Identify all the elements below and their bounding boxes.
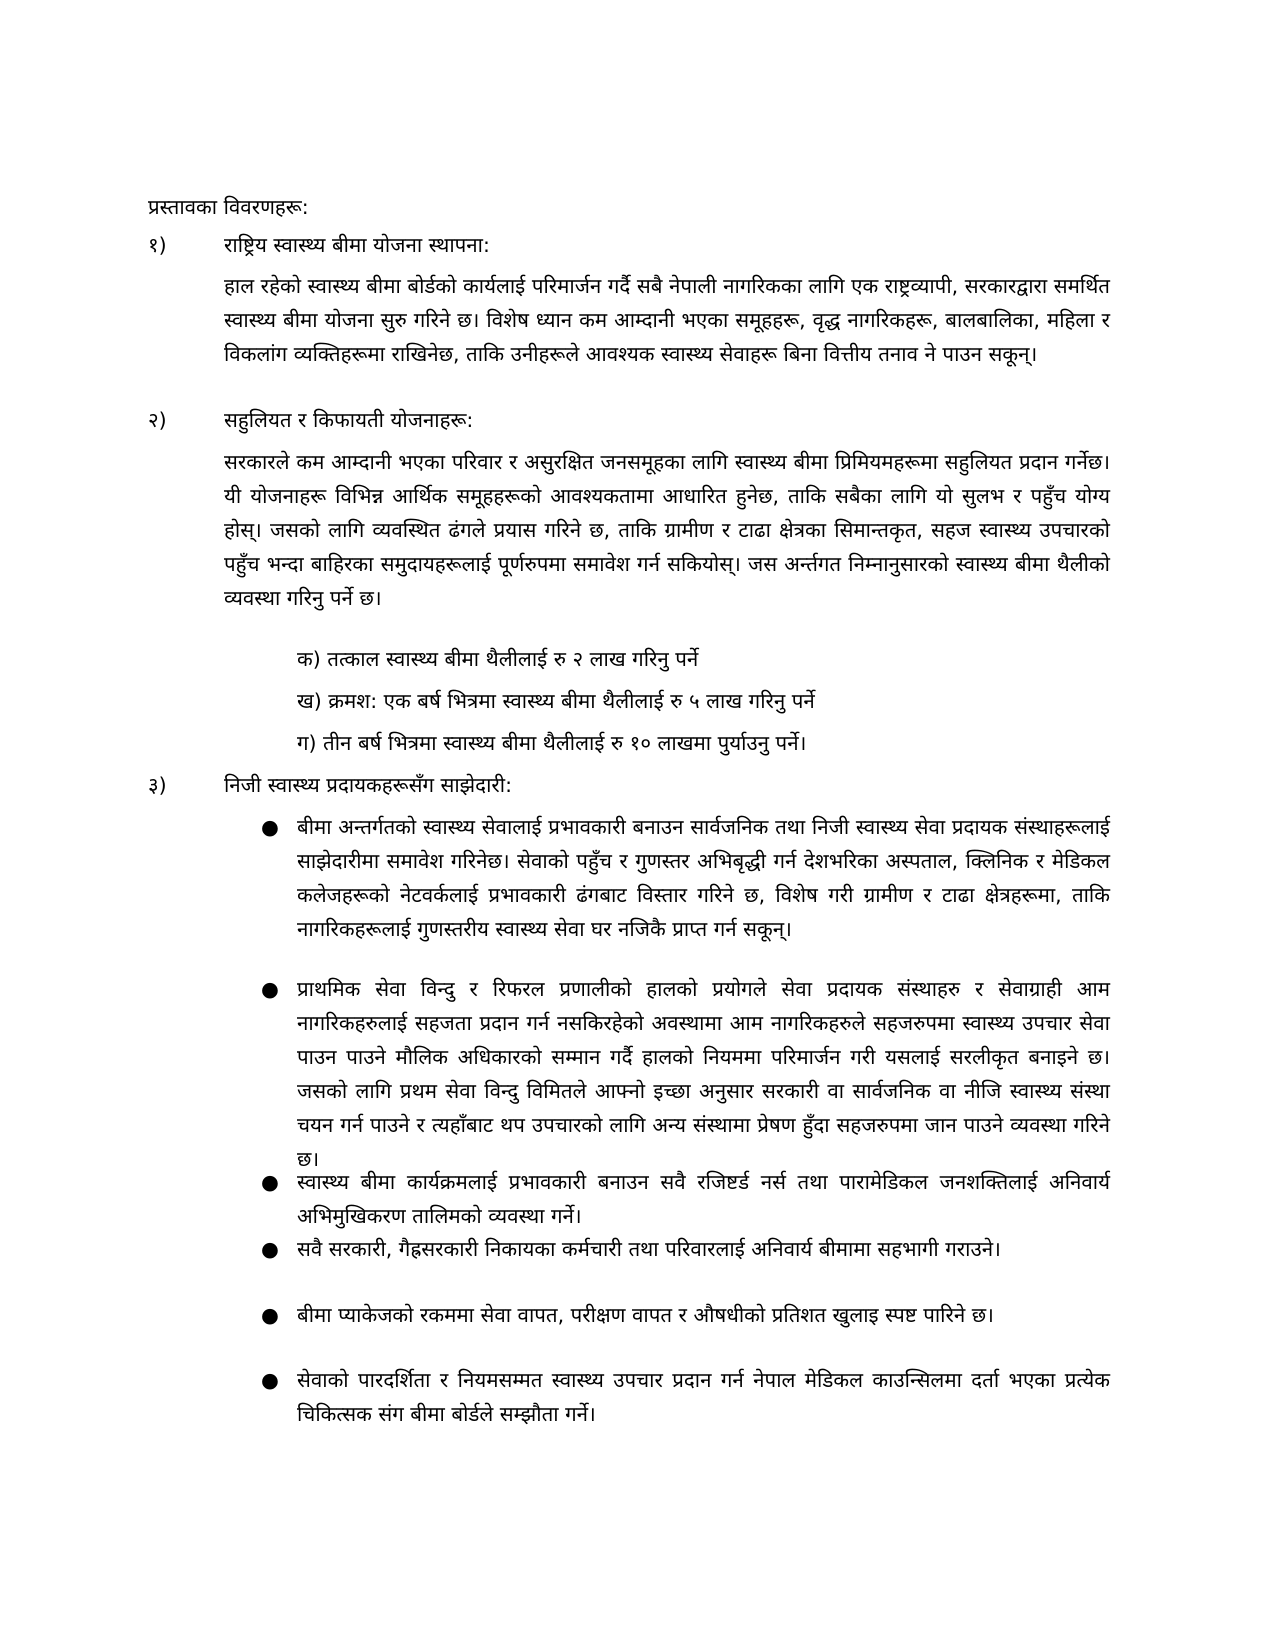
bullet-dot-icon: ● xyxy=(261,815,279,839)
section-2-title: सहुलियत र किफायती योजनाहरू: xyxy=(224,408,474,432)
bullet-text: स्वास्थ्य बीमा कार्यक्रमलाई प्रभावकारी बनाउन सवै रजिष्टर्ड नर्स तथा पारामेडिकल जनशक्तिलाई अनिवार्य अभिमुखिकरण तालिमको व्यवस्था गर्ने। xyxy=(297,1170,1110,1228)
section-1-number: १) xyxy=(148,233,167,257)
bullet-item xyxy=(261,1165,1110,1233)
bullet-item xyxy=(261,810,1110,946)
bullet-text: बीमा अन्तर्गतको स्वास्थ्य सेवालाई प्रभावकारी बनाउन सार्वजनिक तथा निजी स्वास्थ्य सेवा प्रदायक संस्थाहरूलाई साझेदारीमा समावेश गरिनेछ। सेवाको पहुँच र गुणस्तर अभिबृद्धी गर्न देशभरिका अस्पताल, क्लिनिक र मेडिकल कलेजहरूको नेटवर्कलाई प्रभावकारी ढंगबाट विस्तार गरिने छ, विशेष गरी ग्रामीण र टाढा क्षेत्रहरूमा, ताकि नागरिकहरूलाई गुणस्तरीय स्वास्थ्य सेवा घर नजिकै प्राप्त गर्न सकून्। xyxy=(297,815,1110,941)
bullet-text: प्राथमिक सेवा विन्दु र रिफरल प्रणालीको हालको प्रयोगले सेवा प्रदायक संस्थाहरु र सेवाग्राही आम नागरिकहरुलाई सहजता प्रदान गर्न नसकिरहेको अवस्थामा आम नागरिकहरुले सहजरुपमा स्वास्थ्य उपचार सेवा पाउन पाउने मौलिक अधिकारको सम्मान गर्दै हालको नियममा परिमार्जन गरी यसलाई सरलीकृत बनाइने छ। जसको लागि प्रथम सेवा विन्दु विमितले आफ्नो इच्छा अनुसार सरकारी वा सार्वजनिक वा नीजि स्वास्थ्य संस्था चयन गर्न पाउने र त्यहाँबाट थप उपचारको लागि अन्य संस्थामा प्रेषण हुँदा सहजरुपमा जान पाउने व्यवस्था गरिने छ। xyxy=(297,977,1110,1171)
bullet-dot-icon: ● xyxy=(261,1303,279,1327)
bullet-item xyxy=(261,1298,1110,1332)
bullet-item xyxy=(261,972,1110,1176)
bullet-item xyxy=(261,1232,1110,1266)
bullet-dot-icon: ● xyxy=(261,1170,279,1194)
bullet-text: सवै सरकारी, गैह्रसरकारी निकायका कर्मचारी तथा परिवारलाई अनिवार्य बीमामा सहभागी गराउने। xyxy=(297,1237,1001,1261)
section-3-number: ३) xyxy=(148,773,167,797)
section-1-title: राष्ट्रिय स्वास्थ्य बीमा योजना स्थापना: xyxy=(224,233,490,257)
bullet-text: सेवाको पारदर्शिता र नियमसम्मत स्वास्थ्य उपचार प्रदान गर्न नेपाल मेडिकल काउन्सिलमा दर्ता भएका प्रत्येक चिकित्सक संग बीमा बोर्डले सम्झौता गर्ने। xyxy=(297,1368,1110,1426)
bullet-dot-icon: ● xyxy=(261,1368,279,1392)
bullet-dot-icon: ● xyxy=(261,1237,279,1261)
sub-item-ka: क) तत्काल स्वास्थ्य बीमा थैलीलाई रु २ लाख गरिनु पर्ने xyxy=(297,647,699,671)
sub-item-kha: ख) क्रमश: एक बर्ष भित्रमा स्वास्थ्य बीमा थैलीलाई रु ५ लाख गरिनु पर्ने xyxy=(297,689,815,713)
section-2-body: सरकारले कम आम्दानी भएका परिवार र असुरक्षित जनसमूहका लागि स्वास्थ्य बीमा प्रिमियमहरूमा सहुलियत प्रदान गर्नेछ। यी योजनाहरू विभिन्न आर्थिक समूहहरूको आवश्यकतामा आधारित हुनेछ, ताकि सबैका लागि यो सुलभ र पहुँच योग्य होस्। जसको लागि व्यवस्थित ढंगले प्रयास गरिने छ, ताकि ग्रामीण र टाढा क्षेत्रका सिमान्तकृत, सहज स्वास्थ्य उपचारको पहुँच भन्दा बाहिरका समुदायहरूलाई पूर्णरुपमा समावेश गर्न सकियोस्। जस अर्न्तगत निम्नानुसारको स्वास्थ्य बीमा थैलीको व्यवस्था गरिनु पर्ने छ। xyxy=(224,450,1110,610)
section-3-title: निजी स्वास्थ्य प्रदायकहरूसँग साझेदारी: xyxy=(224,773,512,797)
section-1-body: हाल रहेको स्वास्थ्य बीमा बोर्डको कार्यलाई परिमार्जन गर्दै सबै नेपाली नागरिकका लागि एक राष्ट्रव्यापी, सरकारद्वारा समर्थित स्वास्थ्य बीमा योजना सुरु गरिने छ। विशेष ध्यान कम आम्दानी भएका समूहहरू, वृद्ध नागरिकहरू, बालबालिका, महिला र विकलांग व्यक्तिहरूमा राखिनेछ, ताकि उनीहरूले आवश्यक स्वास्थ्य सेवाहरू बिना वित्तीय तनाव ने पाउन सकून्। xyxy=(224,274,1110,366)
sub-item-ga: ग) तीन बर्ष भित्रमा स्वास्थ्य बीमा थैलीलाई रु १० लाखमा पुर्याउनु पर्ने। xyxy=(297,731,807,755)
section-2-number: २) xyxy=(148,408,167,432)
bullet-item xyxy=(261,1363,1110,1431)
bullet-text: बीमा प्याकेजको रकममा सेवा वापत, परीक्षण वापत र औषधीको प्रतिशत खुलाइ स्पष्ट पारिने छ। xyxy=(297,1303,994,1327)
bullet-dot-icon: ● xyxy=(261,977,279,1001)
document-heading: प्रस्तावका विवरणहरू: xyxy=(148,195,309,219)
